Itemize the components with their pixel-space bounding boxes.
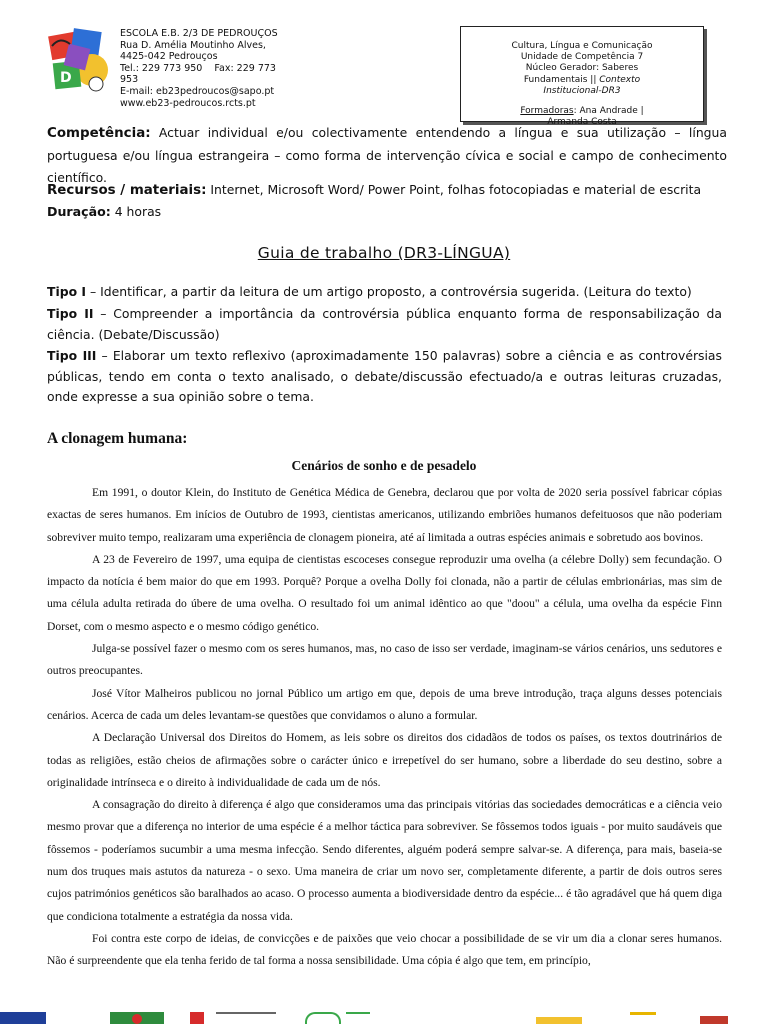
- duracao-text: 4 horas: [110, 204, 162, 219]
- tipo-3-label: Tipo III: [47, 348, 97, 363]
- duracao-paragraph: [47, 201, 727, 223]
- tipo-2: [47, 304, 722, 345]
- competence-box: [460, 26, 704, 128]
- ministry-logo: [190, 1012, 204, 1024]
- competencia-text: Actuar individual e/ou colectivamente entendendo a língua e sua utilização – língua portuguesa e/ou língua estrangeira – como forma de intervenção cívica e social e campo de conhecimento científico.: [47, 125, 727, 185]
- box-formadoras: [469, 106, 695, 117]
- school-name: ESCOLA E.B. 2/3 DE PEDROUÇOS: [120, 28, 278, 39]
- box-formadoras-label: Formadoras: [520, 106, 574, 117]
- school-website: www.eb23-pedroucos.rcts.pt: [120, 97, 256, 109]
- tipo-1-text: – Identificar, a partir da leitura de um artigo proposto, a controvérsia sugerida. (Leitura do texto): [86, 284, 692, 299]
- qren-logo: [305, 1012, 341, 1024]
- school-logo-graphic: [44, 26, 116, 98]
- box-institutional: Institucional-DR3: [543, 85, 621, 96]
- article-body: [47, 482, 722, 973]
- tipo-3: [47, 346, 722, 408]
- article-paragraph: José Vítor Malheiros publicou no jornal Público um artigo em que, depois de uma breve introdução, traça alguns desses potenciais cenários. Acerca de cada um deles levantam-se questões que convidamos o aluno a formular.: [47, 686, 722, 722]
- section-heading: A clonagem humana:: [47, 430, 188, 447]
- school-email: E-mail: eb23pedroucos@sapo.pt: [120, 85, 275, 97]
- box-formadoras-cont: Armanda Costa: [547, 117, 617, 128]
- article-paragraph: A 23 de Fevereiro de 1997, uma equipa de cientistas escoceses consegue reproduzir uma ovelha (a célebre Dolly) sem fecundação. O impacto da notícia é bem maior do que em 1993. Porquê? Porque a ovelha Dolly foi clonada, não a partir de células embrionárias, mas sim de uma célula adulta retirada do úbere de uma ovelha. O resultado foi um animal idêntico ao que "doou" a célula, uma ovelha da espécie Finn Dorset, com o mesmo aspecto e o mesmo código genético.: [47, 552, 722, 633]
- recursos-paragraph: [47, 179, 737, 202]
- article-paragraph: A Declaração Universal dos Direitos do Homem, as leis sobre os direitos dos cidadãos de todos os países, os textos doutrinários de todas as religiões, estão cheios de afirmações sobre o carácter único e irrepetível do ser humano, sobre a liberdade do seu destino, sobre a originalidade intrínseca e o direito à individualidade de cada um de nós.: [47, 731, 722, 789]
- tipo-3-text: – Elaborar um texto reflexivo (aproximadamente 150 palavras) sobre a ciência e as controvérsias públicas, tendo em conta o texto analisado, o debate/discussão efectuado/a e outras leituras cruzadas, onde expresse a sua opinião sobre o tema.: [47, 348, 722, 404]
- article-paragraph: Julga-se possível fazer o mesmo com os seres humanos, mas, no caso de isso ser verdade, imaginam-se vários cenários, uns sedutores e outros preocupantes.: [47, 642, 722, 678]
- school-address-2: 4425-042 Pedrouços: [120, 51, 218, 63]
- svg-text:D: D: [60, 70, 72, 86]
- article-paragraph: Em 1991, o doutor Klein, do Instituto de Genética Médica de Genebra, declarou que por volta de 2020 seria possível fabricar cópias exactas de seres humanos. Em inícios de Outubro de 1993, cientistas americanos, utilizando embriões humanos defeituosos que não poderiam sobreviver muito tempo, realizaram uma experiência de clonagem pioneira, até aí limitada a outras espécies animais e sobretudo aos bovinos.: [47, 486, 722, 544]
- box-nucleo: Núcleo Gerador: Saberes: [525, 63, 639, 74]
- competencia-label: Competência:: [47, 126, 151, 141]
- duracao-label: Duração:: [47, 204, 111, 219]
- portugal-logo: [110, 1012, 164, 1024]
- partner-logo-yellow: [630, 1012, 656, 1027]
- box-contexto: Contexto: [599, 74, 641, 85]
- guide-title: Guia de trabalho (DR3-LÍNGUA): [257, 244, 511, 262]
- box-formadoras-value: : Ana Andrade |: [573, 106, 644, 117]
- school-address-1: Rua D. Amélia Moutinho Alves,: [120, 39, 266, 51]
- tipo-2-label: Tipo II: [47, 306, 94, 321]
- article-title: Cenários de sonho e de pesadelo: [291, 458, 477, 473]
- article-paragraph: Foi contra este corpo de ideias, de convicções e de paixões que veio chocar a possibilidade de se vir um dia a clonar seres humanos. Não é surpreendente que ela tenha ferido de tal forma a nossa sensibilidade. Uma cópia é algo que tem, em princípio,: [47, 931, 722, 968]
- footer-logos: [0, 1012, 768, 1024]
- recursos-text: Internet, Microsoft Word/ Power Point, folhas fotocopiadas e material de escrita: [206, 182, 702, 197]
- recursos-label: Recursos / materiais:: [47, 183, 207, 198]
- box-fundamentais: Fundamentais ||: [523, 74, 600, 85]
- tipo-1: [47, 282, 722, 303]
- eu-flag-logo: [0, 1012, 46, 1024]
- partner-logo-red: [700, 1016, 728, 1024]
- school-info: [120, 28, 300, 109]
- school-logo: [44, 26, 116, 98]
- box-context-line: [469, 75, 695, 86]
- article-paragraph: A consagração do direito à diferença é algo que consideramos uma das principais vitórias das sociedades democráticas e a ciência veio mesmo provar que a diferença no interior de uma espécie é a melhor táctica para sobreviver. Se fôssemos todos iguais - por muito saudáveis que fôssemos - poderíamos sucumbir a uma mesma infecção. Sendo diferentes, alguém poderá sempre salvar-se. A diferença, para mais, baseia-se num dos truques mais astutos da natureza - o sexo. Uma maneira de criar um novo ser, completamente diferente, a partir de dois outros seres cujos patrimónios genéticos são baralhados ao acaso. O processo aumenta a biodiversidade dentro da espécie... é tão agradável que há quem diga que condiciona totalmente a estratégia da nossa vida.: [47, 798, 722, 923]
- school-phone: Tel.: 229 773 950 Fax: 229 773: [120, 62, 276, 74]
- tipo-1-label: Tipo I: [47, 284, 87, 299]
- school-phone-cont: 953: [120, 74, 139, 86]
- tipo-2-text: – Compreender a importância da controvérsia pública enquanto forma de responsabilização da ciência. (Debate/Discussão): [47, 306, 722, 342]
- box-unit: Unidade de Competência 7: [520, 52, 644, 63]
- novas-oportunidades-logo: [536, 1017, 582, 1024]
- box-area: Cultura, Língua e Comunicação: [511, 41, 653, 51]
